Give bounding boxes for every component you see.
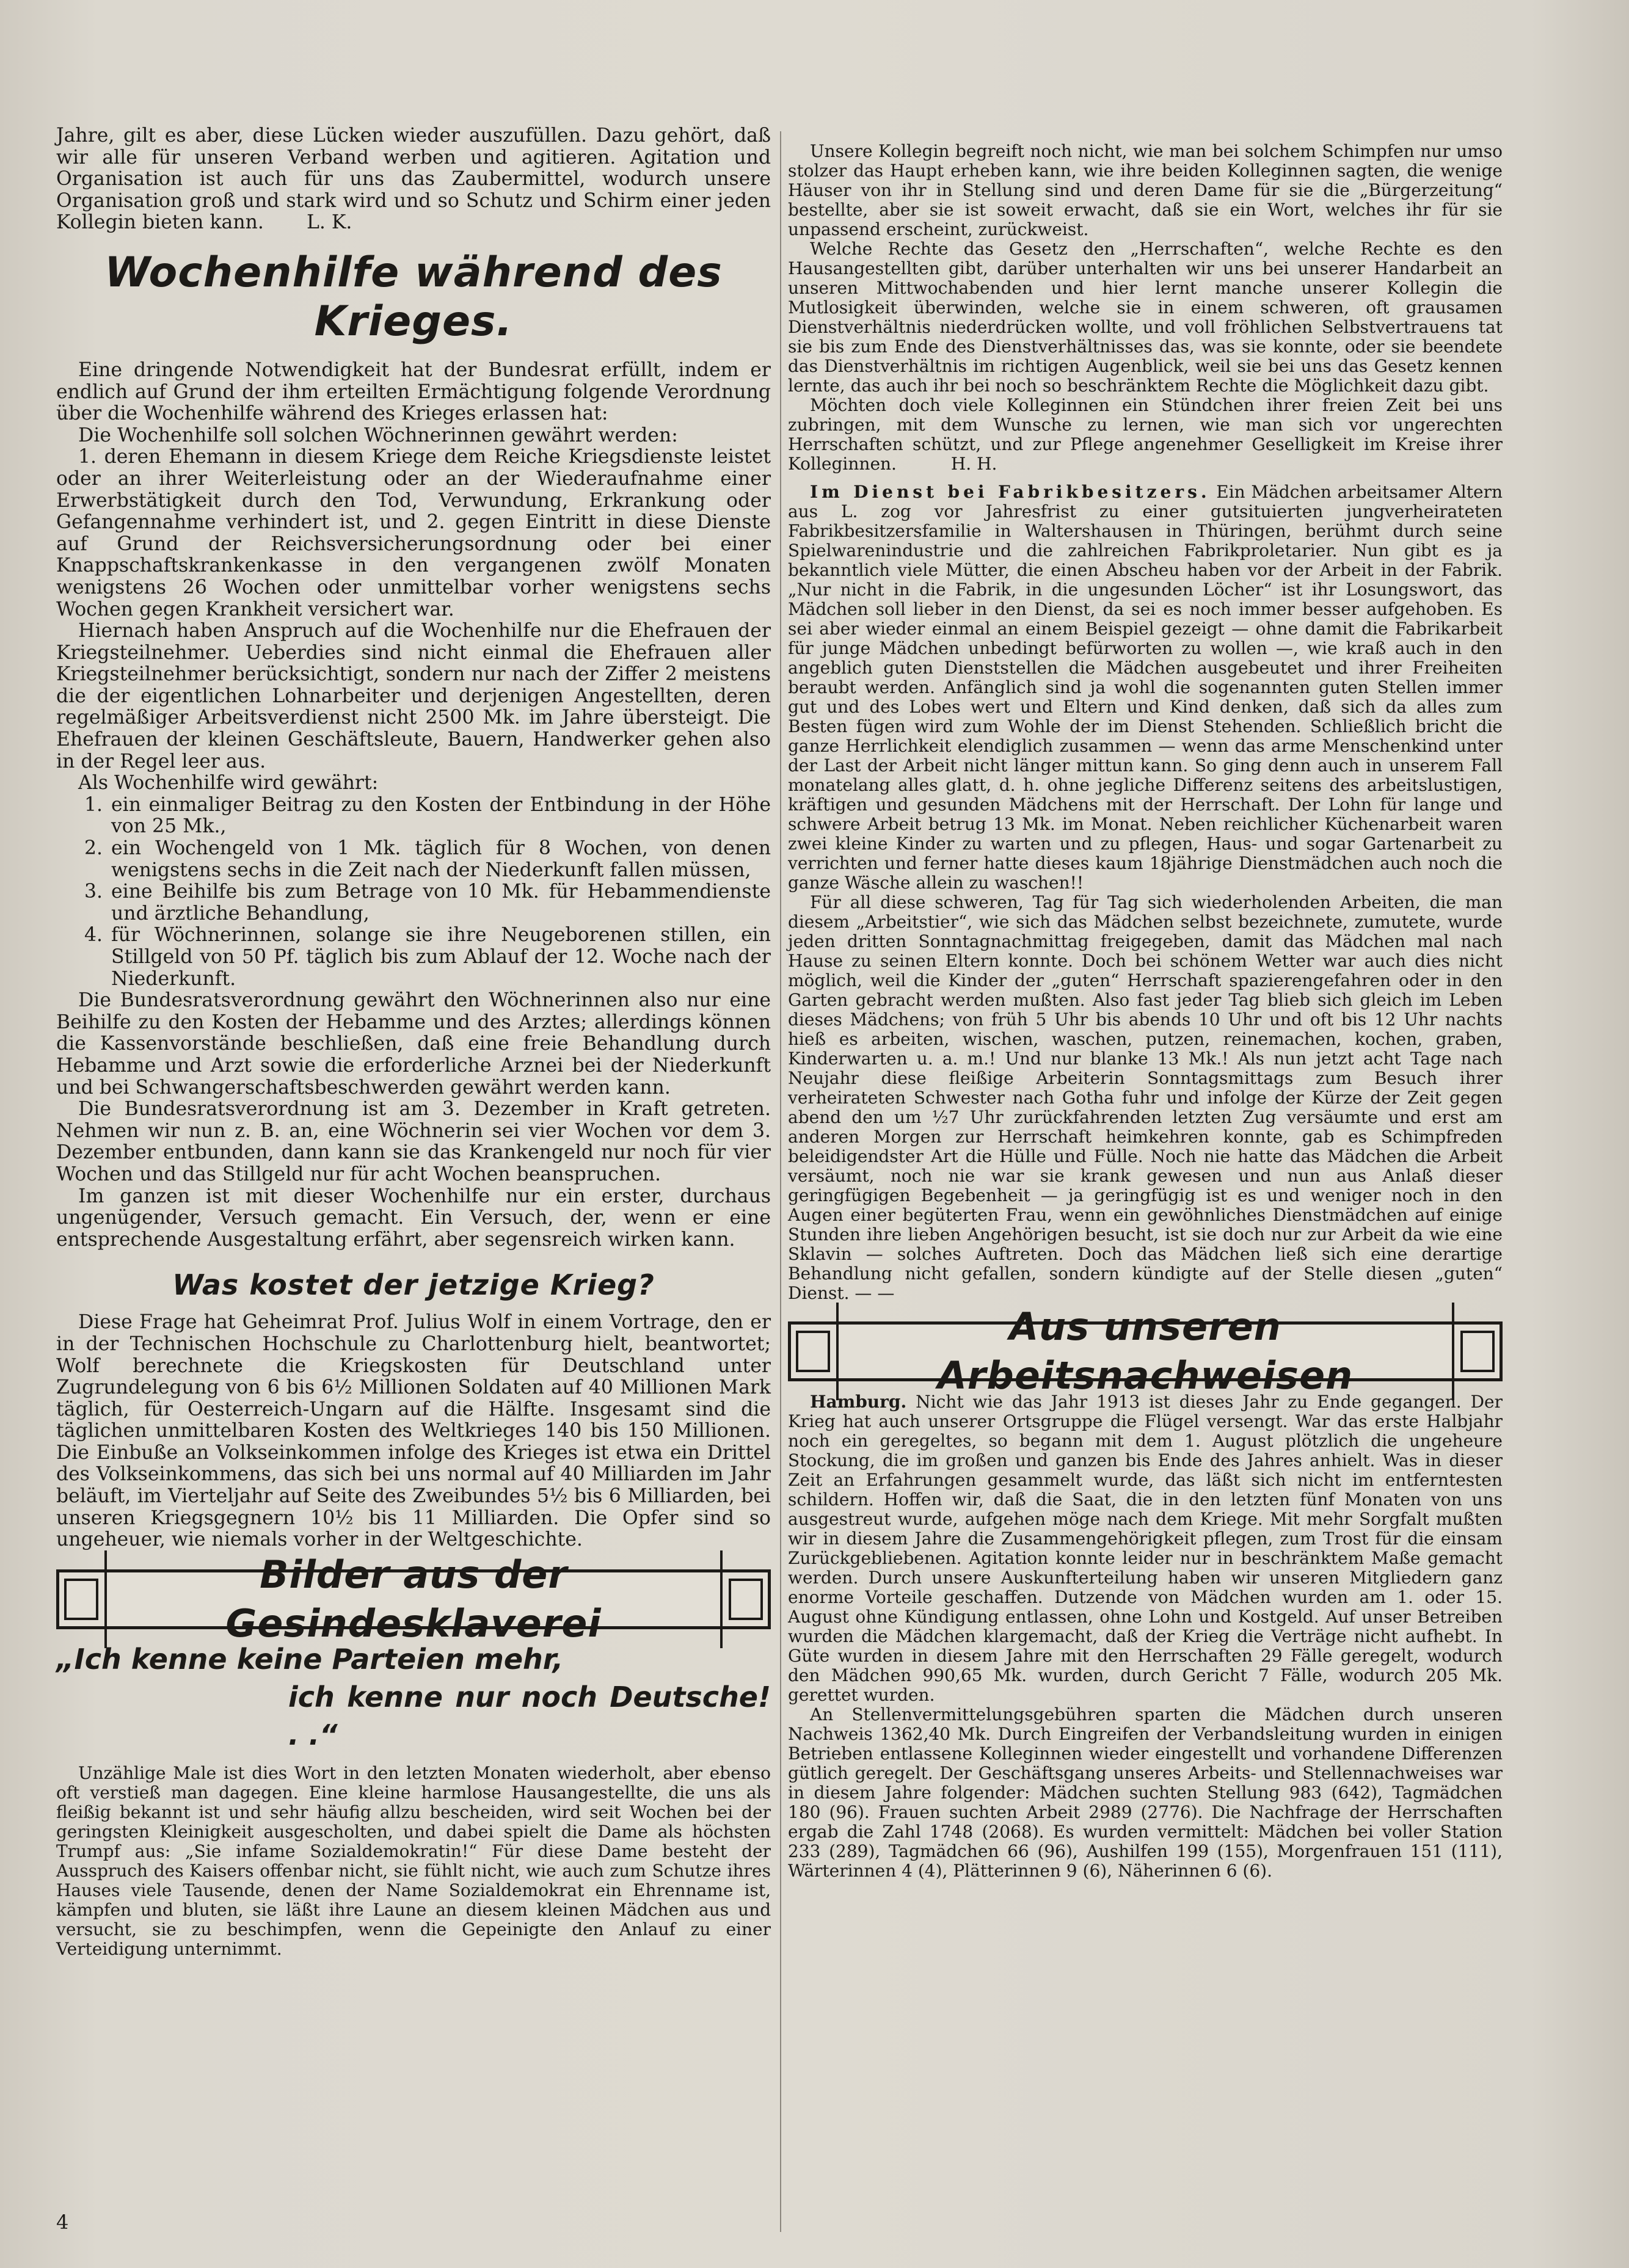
article-continuation: Jahre, gilt es aber, diese Lücken wieder auszufüllen. Dazu gehört, daß wir alle für unseren Verband werben und agitieren. Agitation und Organisation ist auch für uns das Zaubermittel, wodurch unsere Organisation groß und stark wird und so Schutz und Schirm einer jeden Kollegin bieten kann. L. K. [56,125,771,234]
paragraph: Die Wochenhilfe soll solchen Wöchnerinnen gewährt werden: [78,424,678,446]
author-initials: H. H. [950,454,997,474]
paragraph: Eine dringende Notwendigkeit hat der Bundesrat erfüllt, indem er endlich auf Grund der ihm erteilten Ermächtigung folgende Verordnung über die Wochenhilfe während des Krieges erlassen hat: [56,358,771,425]
paragraph: Hiernach haben Anspruch auf die Wochenhilfe nur die Ehefrauen der Kriegsteilnehmer. Ueberdies sind nicht einmal die Ehefrauen aller Kriegsteilnehmer berücksichtigt, sondern nur nach der Ziffer 2 meistens die der eigentlichen Lohnarbeiter und derjenigen Angestellten, deren regelmäßiger Arbeitsverdienst nicht 2500 Mk. im Jahre übersteigt. Die Ehefrauen der kleinen Geschäftsleute, Bauern, Handwerker gehen also in der Regel leer aus. [56,620,771,772]
place-name: Hamburg. [810,1392,907,1412]
paragraph: 1. deren Ehemann in diesem Kriege dem Reiche Kriegsdienste leistet oder an ihrer Weiterleistung oder an der Wiederaufnahme einer Erwerbstätigkeit durch den Tod, Verwundung, Erkrankung oder Gefangennahme verhindert ist, und 2. gegen Eintritt in diese Dienste auf Grund der Reichsversicherungsordnung oder bei einer Knappschaftskrankenkasse in den vergangenen zwölf Monaten wenigstens 26 Wochen oder unmittelbar vorher wenigstens sechs Wochen gegen Krankheit versichert war. [56,446,771,620]
paragraph: Unzählige Male ist dies Wort in den letzten Monaten wiederholt, aber ebenso oft verstieß man dagegen. Eine kleine harmlose Hausangestellte, die uns als fleißig bekannt ist und sehr häufig allzu bescheiden, wird seit Wochen bei der geringsten Kleinigkeit ausgescholten, und dabei spielt die Dame als höchsten Trumpf aus: „Sie infame Sozialdemokratin!“ Für diese Dame besteht der Ausspruch des Kaisers offenbar nicht, sie fühlt nicht, wie auch zum Schutze ihres Hauses viele Tausende, denen der Name Sozialdemokrat ein Ehrenname ist, kämpfen und bluten, sie läßt ihre Laune an diesem kleinen Mädchen aus und versucht, sie zu beschimpfen, wenn die Gepeinigte den Anlauf zu einer Verteidigung unternimmt. [56,1762,771,1959]
column-divider [780,131,781,2232]
paragraph: Im Dienst bei Fabrikbesitzers. Ein Mädchen arbeitsamer Altern aus L. zog vor Jahresfrist zu einer gutsituierten jungverheirateten Fabrikbesitzersfamilie in Waltershausen in Thüringen, berühmt durch seine Spielwarenindustrie und die zahlreichen Fabrikproletarier. Nun gibt es ja bekanntlich viele Mütter, die einen Abscheu haben vor der Arbeit in der Fabrik. „Nur nicht in die Fabrik, in die ungesunden Löcher“ ist ihr Losungswort, das Mädchen soll lieber in den Dienst, da sei es noch immer besser aufgehoben. Es sei aber wieder einmal an einem Beispiel gezeigt — ohne damit die Fabrikarbeit für junge Mädchen unbedingt befürworten zu wollen —, wie kraß auch in den angeblich guten Dienststellen die Mädchen ausgebeutet und ihrer Freiheiten beraubt werden. Anfänglich sind ja wohl die sogenannten guten Stellen immer gut und des Lobes wert und Eltern und Kind denken, daß sich da alles zum Besten fügen wird zum Wohle der im Dienst Stehenden. Schließlich bricht die ganze Herrlichkeit elendiglich zusammen — wenn das arme Menschenkind unter der Last der Arbeit nicht länger mittun kann. So ging denn auch in unserem Fall monatelang alles glatt, d. h. ohne jegliche Differenz seitens des arbeitslustigen, kräftigen und gesunden Mädchens mit der Herrschaft. Der Lohn für lange und schwere Arbeit betrug 13 Mk. im Monat. Neben reichlicher Küchenarbeit waren zwei kleine Kinder zu warten und zu pflegen, Haus- und sogar Gartenarbeit zu verrichten und ferner hatte dieses kaum 18jährige Dienstmädchen auch noch die ganze Wäsche allein zu waschen!! [788,482,1503,893]
section-title: Aus unseren Arbeitsnachweisen [836,1303,1454,1400]
left-column [56,125,771,1959]
author-initials: L. K. [306,211,352,234]
quote-line: ich kenne nur noch Deutsche! . .“ [288,1680,771,1751]
page-number: 4 [56,2211,69,2234]
paragraph: Die Bundesratsverordnung gewährt den Wöchnerinnen also nur eine Beihilfe zu den Kosten der Hebamme und des Arztes; allerdings können die Kassenvorstände beschließen, daß eine freie Behandlung durch Hebamme und Arzt sowie die erforderliche Arznei bei der Niederkunft und bei Schwangerschaftsbeschwerden gewährt werden kann. [56,989,771,1099]
box-square-ornament [796,1331,830,1372]
quote-line: „Ich kenne keine Parteien mehr, [56,1642,564,1676]
box-square-ornament [1460,1331,1495,1372]
benefits-list [56,794,771,990]
paragraph: Unsere Kollegin begreift noch nicht, wie man bei solchem Schimpfen nur umso stolzer das Haupt erheben kann, wie ihre beiden Kolleginnen sagten, die wenige Häuser von ihr in Stellung sind und deren Dame für sie die „Bürgerzeitung“ bestellte, aber sie ist soweit erwacht, daß sie ein Wort, welches ihr für sie unpassend erscheint, zurückweist. [788,141,1503,239]
paragraph: Als Wochenhilfe wird gewährt: [78,772,379,794]
paragraph: Im ganzen ist mit dieser Wochenhilfe nur ein erster, durchaus ungenügender, Versuch gemacht. Ein Versuch, der, wenn er eine entsprechende Ausgestaltung erfährt, aber segensreich wirken kann. [56,1185,771,1251]
headline-wochenhilfe: Wochenhilfe während des Krieges. [104,248,723,346]
list-item: 3. eine Beihilfe bis zum Betrage von 10 Mk. für Hebammendienste und ärztliche Behandlung, [84,881,771,925]
paragraph: Möchten doch viele Kolleginnen ein Stündchen ihrer freien Zeit bei uns zubringen, mit dem Wunsche zu lernen, wie man sich vor ungerechten Herrschaften schützt, und zur Pflege angenehmer Geselligkeit im Kreise ihrer Kolleginnen. H. H. [788,395,1503,474]
section-box-arbeitsnachweise [788,1304,1503,1398]
quote-headline [56,1640,771,1754]
paragraph: Hamburg. Nicht wie das Jahr 1913 ist dieses Jahr zu Ende gegangen. Der Krieg hat auch unserer Ortsgruppe die Flügel versengt. War das erste Halbjahr noch ein geregeltes, so begann mit dem 1. August plötzlich die ungeheure Stockung, die im großen und ganzen bis Ende des Jahres anhielt. Was in dieser Zeit an Erfahrungen gesammelt wurde, das läßt sich nicht im entferntesten schildern. Hoffen wir, daß die Saat, die in den letzten fünf Monaten von uns ausgestreut wurde, aufgehen möge nach dem Kriege. Mit mehr Sorgfalt mußten wir in diesem Jahre die Zusammengehörigkeit pflegen, zum Trost für die einsam Zurückgebliebenen. Agitation konnte leider nur in beschränktem Maße gemacht werden. Durch unsere Auskunfterteilung haben wir unseren Mitgliedern ganz enorme Vorteile geschaffen. Dutzende von Mädchen wurden am 1. oder 15. August ohne Kündigung entlassen, ohne Lohn und Kostgeld. Auf unser Betreiben wurden die Mädchen klargemacht, daß der Krieg die Verträge nicht aufhebt. In Güte wurden in diesem Jahre mit den Herrschaften 29 Fälle geregelt, wodurch den Mädchen 990,65 Mk. wurden, durch Gericht 7 Fälle, wodurch 205 Mk. gerettet wurden. [788,1392,1503,1705]
list-item: 2. ein Wochengeld von 1 Mk. täglich für 8 Wochen, von denen wenigstens sechs in die Zeit nach der Niederkunft fallen müssen, [84,837,771,881]
right-column [788,142,1503,1881]
paragraph: Welche Rechte das Gesetz den „Herrschaften“, welche Rechte es den Hausangestellten gibt, darüber unterhalten wir uns bei unserer Handarbeit an unseren Mittwochabenden und hier lernt manche unserer Kollegin die Mutlosigkeit überwinden, welche sie in einem schweren, oft grausamen Dienstverhältnis niederdrücken wollte, und voll fröhlichen Selbstvertrauens tat sie bis zum Ende des Dienstverhältnisses das, was sie konnte, oder sie beendete das Dienstverhältnis im richtigen Augenblick, weil sie bei uns das Gesetz kennen lernte, das auch ihr bei noch so beschränktem Rechte die Möglichkeit dazu gibt. [788,239,1503,396]
section-box-gesindesklaverei [56,1552,771,1646]
section-lead: Im Dienst bei Fabrikbesitzers. [810,482,1211,502]
list-item: 4. für Wöchnerinnen, solange sie ihre Neugeborenen stillen, ein Stillgeld von 50 Pf. täglich bis zum Ablauf der 12. Woche nach der Niederkunft. [84,924,771,990]
paragraph: Die Bundesratsverordnung ist am 3. Dezember in Kraft getreten. Nehmen wir nun z. B. an, eine Wöchnerin sei vier Wochen vor dem 3. Dezember entbunden, dann kann sie das Krankengeld nur noch für vier Wochen und das Stillgeld nur für acht Wochen beanspruchen. [56,1098,771,1185]
list-item: 1. ein einmaliger Beitrag zu den Kosten der Entbindung in der Höhe von 25 Mk., [84,793,771,838]
paragraph: Diese Frage hat Geheimrat Prof. Julius Wolf in einem Vortrage, den er in der Technischen Hochschule zu Charlottenburg hielt, beantwortet; Wolf berechnete die Kriegskosten für Deutschland unter Zugrundelegung von 6 bis 6½ Millionen Soldaten auf 40 Millionen Mark täglich, für Oesterreich-Ungarn auf die Hälfte. Insgesamt sind die täglichen unmittelbaren Kosten des Weltkrieges 140 bis 150 Millionen. Die Einbuße an Volkseinkommen infolge des Krieges ist etwa ein Drittel des Volkseinkommens, das sich bei uns normal auf 40 Milliarden im Jahr beläuft, im Vierteljahr auf Seite des Zweibundes 5½ bis 6 Milliarden, bei unseren Kriegsgegnern 10½ bis 11 Milliarden. Die Opfer sind so ungeheuer, wie niemals vorher in der Weltgeschichte. [56,1311,771,1551]
headline-kriegskosten: Was kostet der jetzige Krieg? [172,1268,655,1302]
paragraph: Für all diese schweren, Tag für Tag sich wiederholenden Arbeiten, die man diesem „Arbeitstier“, wie sich das Mädchen selbst bezeichnete, zumutete, wurde jeden dritten Sonntagnachmittag freigegeben, damit das Mädchen mal nach Hause zu seinen Eltern konnte. Doch bei schönem Wetter war auch dies nicht möglich, weil die Kinder der „guten“ Herrschaft spazierengefahren oder in den Garten gebracht werden mußten. Also fast jeder Tag blieb sich gleich im Leben dieses Mädchens; von früh 5 Uhr bis abends 10 Uhr und oft bis 12 Uhr nachts hieß es arbeiten, wischen, waschen, putzen, reinemachen, kochen, graben, Kinderwarten u. a. m.! Und nur blanke 13 Mk.! Als nun jetzt acht Tage nach Neujahr diese fleißige Arbeiterin Sonntagsmittags zum Besuch ihrer verheirateten Schwester nach Gotha fuhr und infolge der Kürze der Zeit gegen abend den um ½7 Uhr zurückfahrenden letzten Zug versäumte und erst am anderen Morgen zur Herrschaft heimkehren konnte, gab es Schimpfreden beleidigendster Art die Hülle und Fülle. Noch nie hatte das Mädchen die Arbeit versäumt, noch nie war sie krank gewesen und nun aus Anlaß dieser geringfügigen Begebenheit — ja geringfügig ist es und weniger noch in den Augen einer begüterten Frau, wenn ein gewöhnliches Dienstmädchen auf einige Stunden ihre lieben Angehörigen besucht, ist sie doch nur zur Arbeit da wie eine Sklavin — solches Auftreten. Doch das Mädchen ließ sich eine derartige Behandlung nicht gefallen, sondern kündigte auf der Stelle diesen „guten“ Dienst. — — [788,892,1503,1303]
box-square-ornament [64,1579,98,1620]
section-title: Bilder aus der Gesindesklaverei [104,1550,723,1648]
box-square-ornament [729,1579,763,1620]
paragraph: An Stellenvermittelungsgebühren sparten die Mädchen durch unseren Nachweis 1362,40 Mk. Durch Eingreifen der Verbandsleitung wurden in einigen Betrieben entlassene Kolleginnen wieder eingestellt und vorhandene Differenzen gütlich geregelt. Der Geschäftsgang unseres Arbeits- und Stellennachweises war in diesem Jahre folgender: Mädchen suchten Stellung 983 (642), Tagmädchen 180 (96). Frauen suchten Arbeit 2989 (2776). Die Nachfrage der Herrschaften ergab die Zahl 1748 (2068). Es wurden vermittelt: Mädchen bei voller Station 233 (289), Tagmädchen 66 (96), Aushilfen 199 (155), Morgenfrauen 151 (111), Wärterinnen 4 (4), Plätterinnen 9 (6), Näherinnen 6 (6). [788,1704,1503,1881]
